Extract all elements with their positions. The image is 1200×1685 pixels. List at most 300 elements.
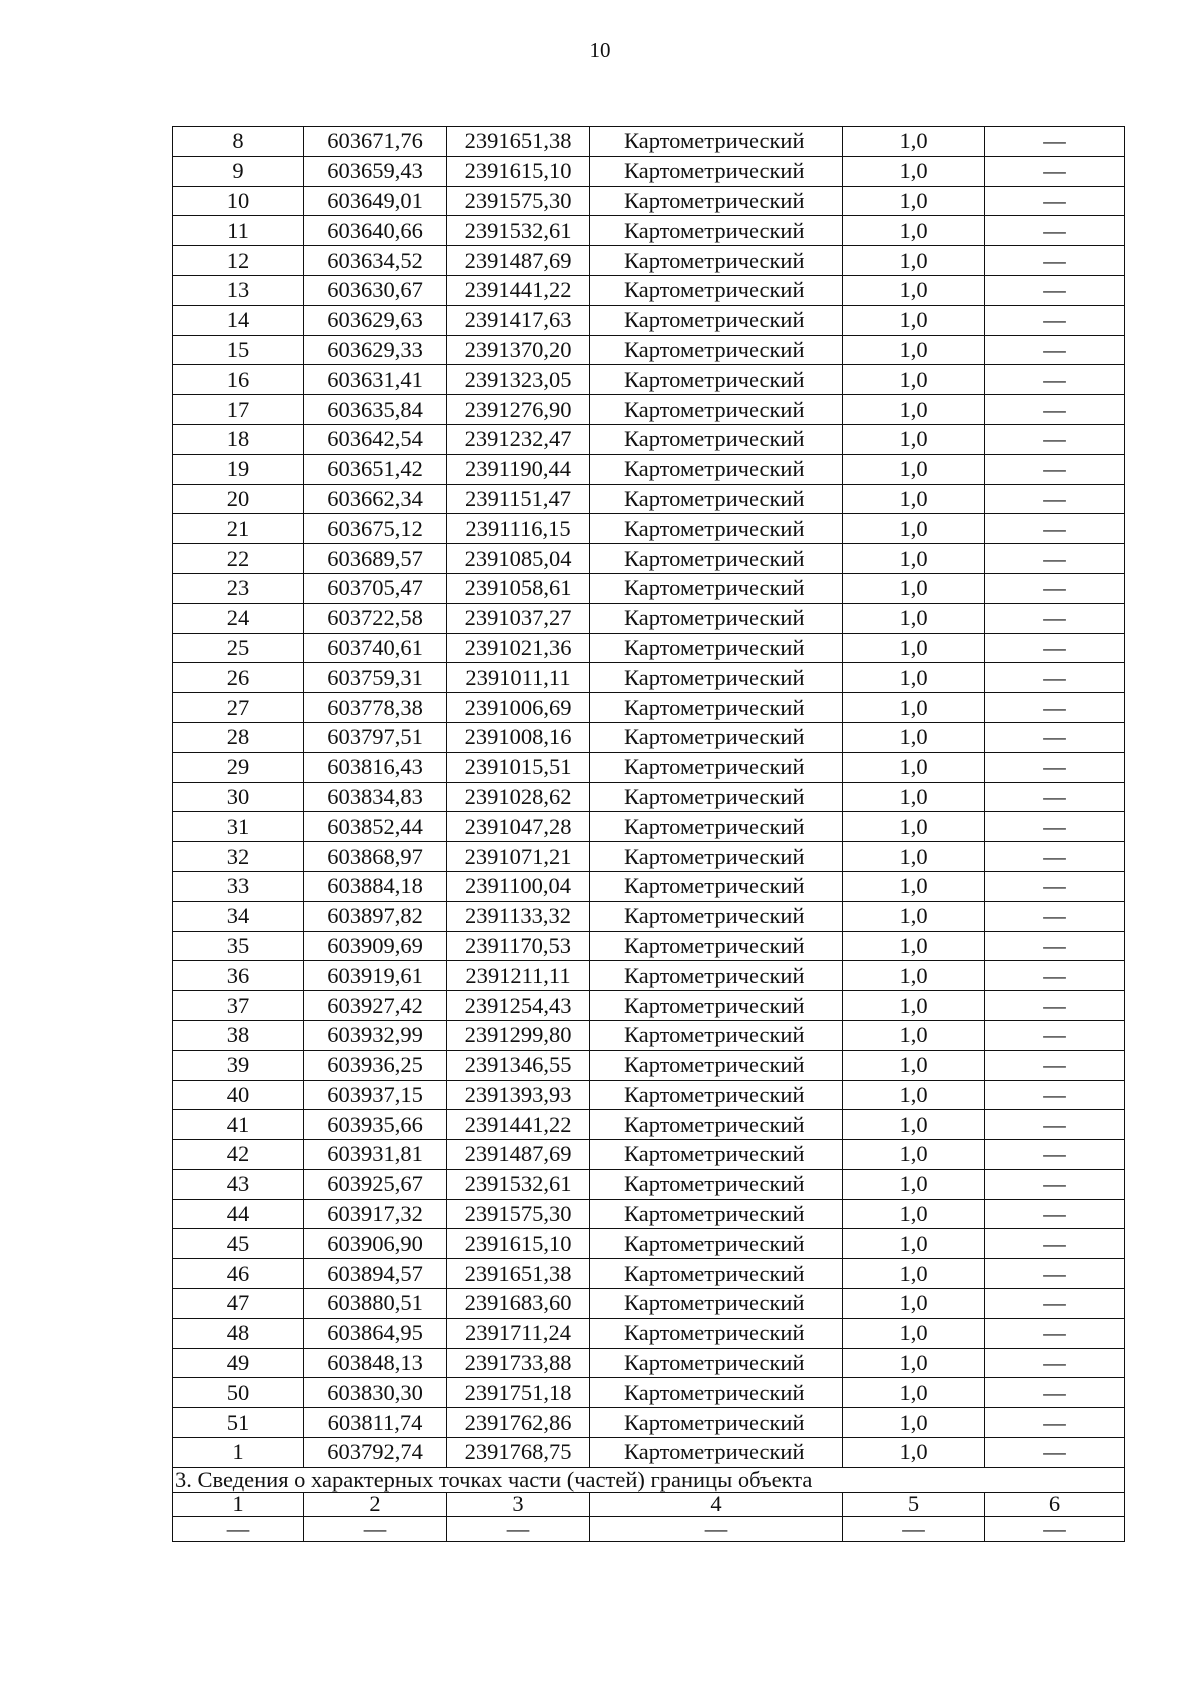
x-coordinate-cell: 603649,01 (304, 186, 447, 216)
point-number-cell: 14 (173, 305, 304, 335)
description-cell: — (985, 871, 1125, 901)
accuracy-cell: 1,0 (843, 454, 985, 484)
description-cell: — (985, 186, 1125, 216)
method-cell: Картометрический (590, 216, 843, 246)
description-cell: — (985, 752, 1125, 782)
y-coordinate-cell: 2391085,04 (447, 544, 590, 574)
table-row (173, 1348, 1125, 1378)
table-row (173, 1318, 1125, 1348)
x-coordinate-cell: 603792,74 (304, 1438, 447, 1468)
y-coordinate-cell: 2391008,16 (447, 722, 590, 752)
y-coordinate-cell: 2391323,05 (447, 365, 590, 395)
point-number-cell: 33 (173, 871, 304, 901)
accuracy-cell: 1,0 (843, 1318, 985, 1348)
accuracy-cell: 1,0 (843, 961, 985, 991)
accuracy-cell: 1,0 (843, 156, 985, 186)
accuracy-cell: 1,0 (843, 991, 985, 1021)
table-row (173, 335, 1125, 365)
section-title-row (173, 1468, 1125, 1493)
y-coordinate-cell: 2391393,93 (447, 1080, 590, 1110)
empty-cell: — (590, 1517, 843, 1542)
point-number-cell: 36 (173, 961, 304, 991)
x-coordinate-cell: 603797,51 (304, 722, 447, 752)
y-coordinate-cell: 2391768,75 (447, 1438, 590, 1468)
point-number-cell: 21 (173, 514, 304, 544)
description-cell: — (985, 1318, 1125, 1348)
x-coordinate-cell: 603651,42 (304, 454, 447, 484)
x-coordinate-cell: 603631,41 (304, 365, 447, 395)
method-cell: Картометрический (590, 484, 843, 514)
method-cell: Картометрический (590, 454, 843, 484)
point-number-cell: 26 (173, 663, 304, 693)
accuracy-cell: 1,0 (843, 1110, 985, 1140)
y-coordinate-cell: 2391417,63 (447, 305, 590, 335)
description-cell: — (985, 275, 1125, 305)
point-number-cell: 9 (173, 156, 304, 186)
accuracy-cell: 1,0 (843, 693, 985, 723)
method-cell: Картометрический (590, 901, 843, 931)
method-cell: Картометрический (590, 1140, 843, 1170)
point-number-cell: 24 (173, 603, 304, 633)
accuracy-cell: 1,0 (843, 127, 985, 157)
description-cell: — (985, 305, 1125, 335)
method-cell: Картометрический (590, 1438, 843, 1468)
table-row (173, 484, 1125, 514)
description-cell: — (985, 1229, 1125, 1259)
table-row (173, 395, 1125, 425)
description-cell: — (985, 1289, 1125, 1319)
description-cell: — (985, 1348, 1125, 1378)
point-number-cell: 48 (173, 1318, 304, 1348)
point-number-cell: 51 (173, 1408, 304, 1438)
table-row (173, 365, 1125, 395)
x-coordinate-cell: 603640,66 (304, 216, 447, 246)
table-row (173, 1110, 1125, 1140)
x-coordinate-cell: 603925,67 (304, 1169, 447, 1199)
accuracy-cell: 1,0 (843, 1289, 985, 1319)
table-row (173, 454, 1125, 484)
accuracy-cell: 1,0 (843, 812, 985, 842)
description-cell: — (985, 1438, 1125, 1468)
table-row (173, 961, 1125, 991)
description-cell: — (985, 424, 1125, 454)
method-cell: Картометрический (590, 1259, 843, 1289)
table-row (173, 1050, 1125, 1080)
accuracy-cell: 1,0 (843, 1050, 985, 1080)
section-title: 3. Сведения о характерных точках части (частей) границы объекта (173, 1468, 1125, 1493)
point-number-cell: 46 (173, 1259, 304, 1289)
method-cell: Картометрический (590, 663, 843, 693)
method-cell: Картометрический (590, 722, 843, 752)
description-cell: — (985, 693, 1125, 723)
x-coordinate-cell: 603635,84 (304, 395, 447, 425)
accuracy-cell: 1,0 (843, 603, 985, 633)
description-cell: — (985, 842, 1125, 872)
x-coordinate-cell: 603811,74 (304, 1408, 447, 1438)
table-row (173, 1259, 1125, 1289)
y-coordinate-cell: 2391116,15 (447, 514, 590, 544)
x-coordinate-cell: 603936,25 (304, 1050, 447, 1080)
empty-cell: — (304, 1517, 447, 1542)
accuracy-cell: 1,0 (843, 782, 985, 812)
table-row (173, 305, 1125, 335)
description-cell: — (985, 812, 1125, 842)
y-coordinate-cell: 2391133,32 (447, 901, 590, 931)
description-cell: — (985, 1259, 1125, 1289)
point-number-cell: 25 (173, 633, 304, 663)
column-number-cell: 2 (304, 1492, 447, 1517)
boundary-points-table (172, 126, 1125, 1468)
x-coordinate-cell: 603634,52 (304, 246, 447, 276)
description-cell: — (985, 722, 1125, 752)
accuracy-cell: 1,0 (843, 901, 985, 931)
description-cell: — (985, 1050, 1125, 1080)
table-row (173, 1020, 1125, 1050)
table-row (173, 1438, 1125, 1468)
point-number-cell: 49 (173, 1348, 304, 1378)
column-number-cell: 6 (985, 1492, 1125, 1517)
x-coordinate-cell: 603642,54 (304, 424, 447, 454)
point-number-cell: 17 (173, 395, 304, 425)
accuracy-cell: 1,0 (843, 365, 985, 395)
table-row (173, 275, 1125, 305)
table-row (173, 1169, 1125, 1199)
point-number-cell: 29 (173, 752, 304, 782)
table-row (173, 1199, 1125, 1229)
method-cell: Картометрический (590, 1020, 843, 1050)
x-coordinate-cell: 603830,30 (304, 1378, 447, 1408)
accuracy-cell: 1,0 (843, 633, 985, 663)
method-cell: Картометрический (590, 544, 843, 574)
description-cell: — (985, 901, 1125, 931)
method-cell: Картометрический (590, 1169, 843, 1199)
description-cell: — (985, 365, 1125, 395)
x-coordinate-cell: 603816,43 (304, 752, 447, 782)
point-number-cell: 13 (173, 275, 304, 305)
accuracy-cell: 1,0 (843, 1438, 985, 1468)
y-coordinate-cell: 2391575,30 (447, 1199, 590, 1229)
point-number-cell: 41 (173, 1110, 304, 1140)
accuracy-cell: 1,0 (843, 514, 985, 544)
point-number-cell: 37 (173, 991, 304, 1021)
point-number-cell: 42 (173, 1140, 304, 1170)
table-row (173, 931, 1125, 961)
y-coordinate-cell: 2391047,28 (447, 812, 590, 842)
accuracy-cell: 1,0 (843, 1080, 985, 1110)
point-number-cell: 12 (173, 246, 304, 276)
method-cell: Картометрический (590, 127, 843, 157)
y-coordinate-cell: 2391683,60 (447, 1289, 590, 1319)
y-coordinate-cell: 2391651,38 (447, 127, 590, 157)
description-cell: — (985, 1199, 1125, 1229)
empty-data-row (173, 1517, 1125, 1542)
x-coordinate-cell: 603932,99 (304, 1020, 447, 1050)
table-row (173, 722, 1125, 752)
x-coordinate-cell: 603880,51 (304, 1289, 447, 1319)
y-coordinate-cell: 2391151,47 (447, 484, 590, 514)
y-coordinate-cell: 2391232,47 (447, 424, 590, 454)
point-number-cell: 32 (173, 842, 304, 872)
point-number-cell: 10 (173, 186, 304, 216)
accuracy-cell: 1,0 (843, 1229, 985, 1259)
y-coordinate-cell: 2391651,38 (447, 1259, 590, 1289)
description-cell: — (985, 1020, 1125, 1050)
table-row (173, 573, 1125, 603)
empty-cell: — (173, 1517, 304, 1542)
x-coordinate-cell: 603852,44 (304, 812, 447, 842)
y-coordinate-cell: 2391100,04 (447, 871, 590, 901)
x-coordinate-cell: 603671,76 (304, 127, 447, 157)
y-coordinate-cell: 2391254,43 (447, 991, 590, 1021)
method-cell: Картометрический (590, 395, 843, 425)
y-coordinate-cell: 2391011,11 (447, 663, 590, 693)
y-coordinate-cell: 2391346,55 (447, 1050, 590, 1080)
table-row (173, 991, 1125, 1021)
x-coordinate-cell: 603630,67 (304, 275, 447, 305)
y-coordinate-cell: 2391370,20 (447, 335, 590, 365)
y-coordinate-cell: 2391071,21 (447, 842, 590, 872)
x-coordinate-cell: 603689,57 (304, 544, 447, 574)
y-coordinate-cell: 2391037,27 (447, 603, 590, 633)
point-number-cell: 20 (173, 484, 304, 514)
accuracy-cell: 1,0 (843, 275, 985, 305)
x-coordinate-cell: 603675,12 (304, 514, 447, 544)
y-coordinate-cell: 2391058,61 (447, 573, 590, 603)
y-coordinate-cell: 2391733,88 (447, 1348, 590, 1378)
point-number-cell: 1 (173, 1438, 304, 1468)
point-number-cell: 28 (173, 722, 304, 752)
point-number-cell: 11 (173, 216, 304, 246)
table-row (173, 186, 1125, 216)
method-cell: Картометрический (590, 1080, 843, 1110)
accuracy-cell: 1,0 (843, 842, 985, 872)
table-row (173, 246, 1125, 276)
accuracy-cell: 1,0 (843, 544, 985, 574)
table-row (173, 1140, 1125, 1170)
x-coordinate-cell: 603778,38 (304, 693, 447, 723)
point-number-cell: 50 (173, 1378, 304, 1408)
y-coordinate-cell: 2391575,30 (447, 186, 590, 216)
y-coordinate-cell: 2391015,51 (447, 752, 590, 782)
table-row (173, 871, 1125, 901)
y-coordinate-cell: 2391170,53 (447, 931, 590, 961)
accuracy-cell: 1,0 (843, 931, 985, 961)
x-coordinate-cell: 603906,90 (304, 1229, 447, 1259)
table-row (173, 127, 1125, 157)
method-cell: Картометрический (590, 1408, 843, 1438)
point-number-cell: 44 (173, 1199, 304, 1229)
x-coordinate-cell: 603759,31 (304, 663, 447, 693)
description-cell: — (985, 216, 1125, 246)
x-coordinate-cell: 603919,61 (304, 961, 447, 991)
x-coordinate-cell: 603884,18 (304, 871, 447, 901)
x-coordinate-cell: 603629,33 (304, 335, 447, 365)
y-coordinate-cell: 2391762,86 (447, 1408, 590, 1438)
description-cell: — (985, 782, 1125, 812)
method-cell: Картометрический (590, 693, 843, 723)
method-cell: Картометрический (590, 305, 843, 335)
accuracy-cell: 1,0 (843, 573, 985, 603)
x-coordinate-cell: 603629,63 (304, 305, 447, 335)
x-coordinate-cell: 603917,32 (304, 1199, 447, 1229)
method-cell: Картометрический (590, 812, 843, 842)
y-coordinate-cell: 2391211,11 (447, 961, 590, 991)
point-number-cell: 23 (173, 573, 304, 603)
description-cell: — (985, 573, 1125, 603)
y-coordinate-cell: 2391276,90 (447, 395, 590, 425)
description-cell: — (985, 335, 1125, 365)
method-cell: Картометрический (590, 1229, 843, 1259)
accuracy-cell: 1,0 (843, 186, 985, 216)
method-cell: Картометрический (590, 961, 843, 991)
method-cell: Картометрический (590, 991, 843, 1021)
point-number-cell: 45 (173, 1229, 304, 1259)
method-cell: Картометрический (590, 752, 843, 782)
empty-cell: — (985, 1517, 1125, 1542)
x-coordinate-cell: 603740,61 (304, 633, 447, 663)
description-cell: — (985, 961, 1125, 991)
description-cell: — (985, 663, 1125, 693)
column-number-cell: 4 (590, 1492, 843, 1517)
method-cell: Картометрический (590, 1289, 843, 1319)
description-cell: — (985, 1378, 1125, 1408)
y-coordinate-cell: 2391711,24 (447, 1318, 590, 1348)
method-cell: Картометрический (590, 1378, 843, 1408)
method-cell: Картометрический (590, 842, 843, 872)
point-number-cell: 19 (173, 454, 304, 484)
table-row (173, 1408, 1125, 1438)
description-cell: — (985, 395, 1125, 425)
method-cell: Картометрический (590, 1348, 843, 1378)
point-number-cell: 31 (173, 812, 304, 842)
method-cell: Картометрический (590, 1050, 843, 1080)
x-coordinate-cell: 603834,83 (304, 782, 447, 812)
method-cell: Картометрический (590, 335, 843, 365)
y-coordinate-cell: 2391615,10 (447, 1229, 590, 1259)
y-coordinate-cell: 2391028,62 (447, 782, 590, 812)
accuracy-cell: 1,0 (843, 246, 985, 276)
accuracy-cell: 1,0 (843, 1199, 985, 1229)
accuracy-cell: 1,0 (843, 335, 985, 365)
x-coordinate-cell: 603659,43 (304, 156, 447, 186)
y-coordinate-cell: 2391615,10 (447, 156, 590, 186)
description-cell: — (985, 454, 1125, 484)
column-number-cell: 3 (447, 1492, 590, 1517)
table-row (173, 782, 1125, 812)
table-row (173, 1378, 1125, 1408)
accuracy-cell: 1,0 (843, 395, 985, 425)
accuracy-cell: 1,0 (843, 752, 985, 782)
description-cell: — (985, 156, 1125, 186)
accuracy-cell: 1,0 (843, 722, 985, 752)
x-coordinate-cell: 603848,13 (304, 1348, 447, 1378)
y-coordinate-cell: 2391532,61 (447, 216, 590, 246)
x-coordinate-cell: 603931,81 (304, 1140, 447, 1170)
page-number: 10 (589, 38, 611, 62)
table-row (173, 424, 1125, 454)
x-coordinate-cell: 603927,42 (304, 991, 447, 1021)
description-cell: — (985, 484, 1125, 514)
method-cell: Картометрический (590, 1110, 843, 1140)
accuracy-cell: 1,0 (843, 1140, 985, 1170)
table-row (173, 1229, 1125, 1259)
method-cell: Картометрический (590, 633, 843, 663)
x-coordinate-cell: 603935,66 (304, 1110, 447, 1140)
description-cell: — (985, 1110, 1125, 1140)
point-number-cell: 15 (173, 335, 304, 365)
accuracy-cell: 1,0 (843, 1378, 985, 1408)
accuracy-cell: 1,0 (843, 1020, 985, 1050)
accuracy-cell: 1,0 (843, 305, 985, 335)
method-cell: Картометрический (590, 246, 843, 276)
description-cell: — (985, 1408, 1125, 1438)
accuracy-cell: 1,0 (843, 1348, 985, 1378)
x-coordinate-cell: 603937,15 (304, 1080, 447, 1110)
point-number-cell: 22 (173, 544, 304, 574)
y-coordinate-cell: 2391441,22 (447, 275, 590, 305)
description-cell: — (985, 603, 1125, 633)
accuracy-cell: 1,0 (843, 484, 985, 514)
table-row (173, 693, 1125, 723)
method-cell: Картометрический (590, 156, 843, 186)
method-cell: Картометрический (590, 514, 843, 544)
method-cell: Картометрический (590, 1199, 843, 1229)
section-3-table (172, 1467, 1125, 1542)
method-cell: Картометрический (590, 931, 843, 961)
table-row (173, 156, 1125, 186)
method-cell: Картометрический (590, 365, 843, 395)
point-number-cell: 39 (173, 1050, 304, 1080)
y-coordinate-cell: 2391487,69 (447, 1140, 590, 1170)
table-row (173, 633, 1125, 663)
method-cell: Картометрический (590, 424, 843, 454)
point-number-cell: 16 (173, 365, 304, 395)
column-number-cell: 1 (173, 1492, 304, 1517)
empty-cell: — (447, 1517, 590, 1542)
table-row (173, 1289, 1125, 1319)
description-cell: — (985, 1140, 1125, 1170)
method-cell: Картометрический (590, 573, 843, 603)
x-coordinate-cell: 603909,69 (304, 931, 447, 961)
method-cell: Картометрический (590, 275, 843, 305)
x-coordinate-cell: 603722,58 (304, 603, 447, 633)
x-coordinate-cell: 603868,97 (304, 842, 447, 872)
description-cell: — (985, 1169, 1125, 1199)
y-coordinate-cell: 2391751,18 (447, 1378, 590, 1408)
table-row (173, 544, 1125, 574)
x-coordinate-cell: 603662,34 (304, 484, 447, 514)
description-cell: — (985, 931, 1125, 961)
point-number-cell: 38 (173, 1020, 304, 1050)
x-coordinate-cell: 603897,82 (304, 901, 447, 931)
description-cell: — (985, 1080, 1125, 1110)
accuracy-cell: 1,0 (843, 424, 985, 454)
y-coordinate-cell: 2391441,22 (447, 1110, 590, 1140)
table-row (173, 663, 1125, 693)
point-number-cell: 18 (173, 424, 304, 454)
accuracy-cell: 1,0 (843, 216, 985, 246)
point-number-cell: 35 (173, 931, 304, 961)
accuracy-cell: 1,0 (843, 1169, 985, 1199)
method-cell: Картометрический (590, 871, 843, 901)
description-cell: — (985, 991, 1125, 1021)
method-cell: Картометрический (590, 603, 843, 633)
table-row (173, 752, 1125, 782)
x-coordinate-cell: 603894,57 (304, 1259, 447, 1289)
boundary-points-body (173, 127, 1125, 1468)
accuracy-cell: 1,0 (843, 871, 985, 901)
description-cell: — (985, 127, 1125, 157)
